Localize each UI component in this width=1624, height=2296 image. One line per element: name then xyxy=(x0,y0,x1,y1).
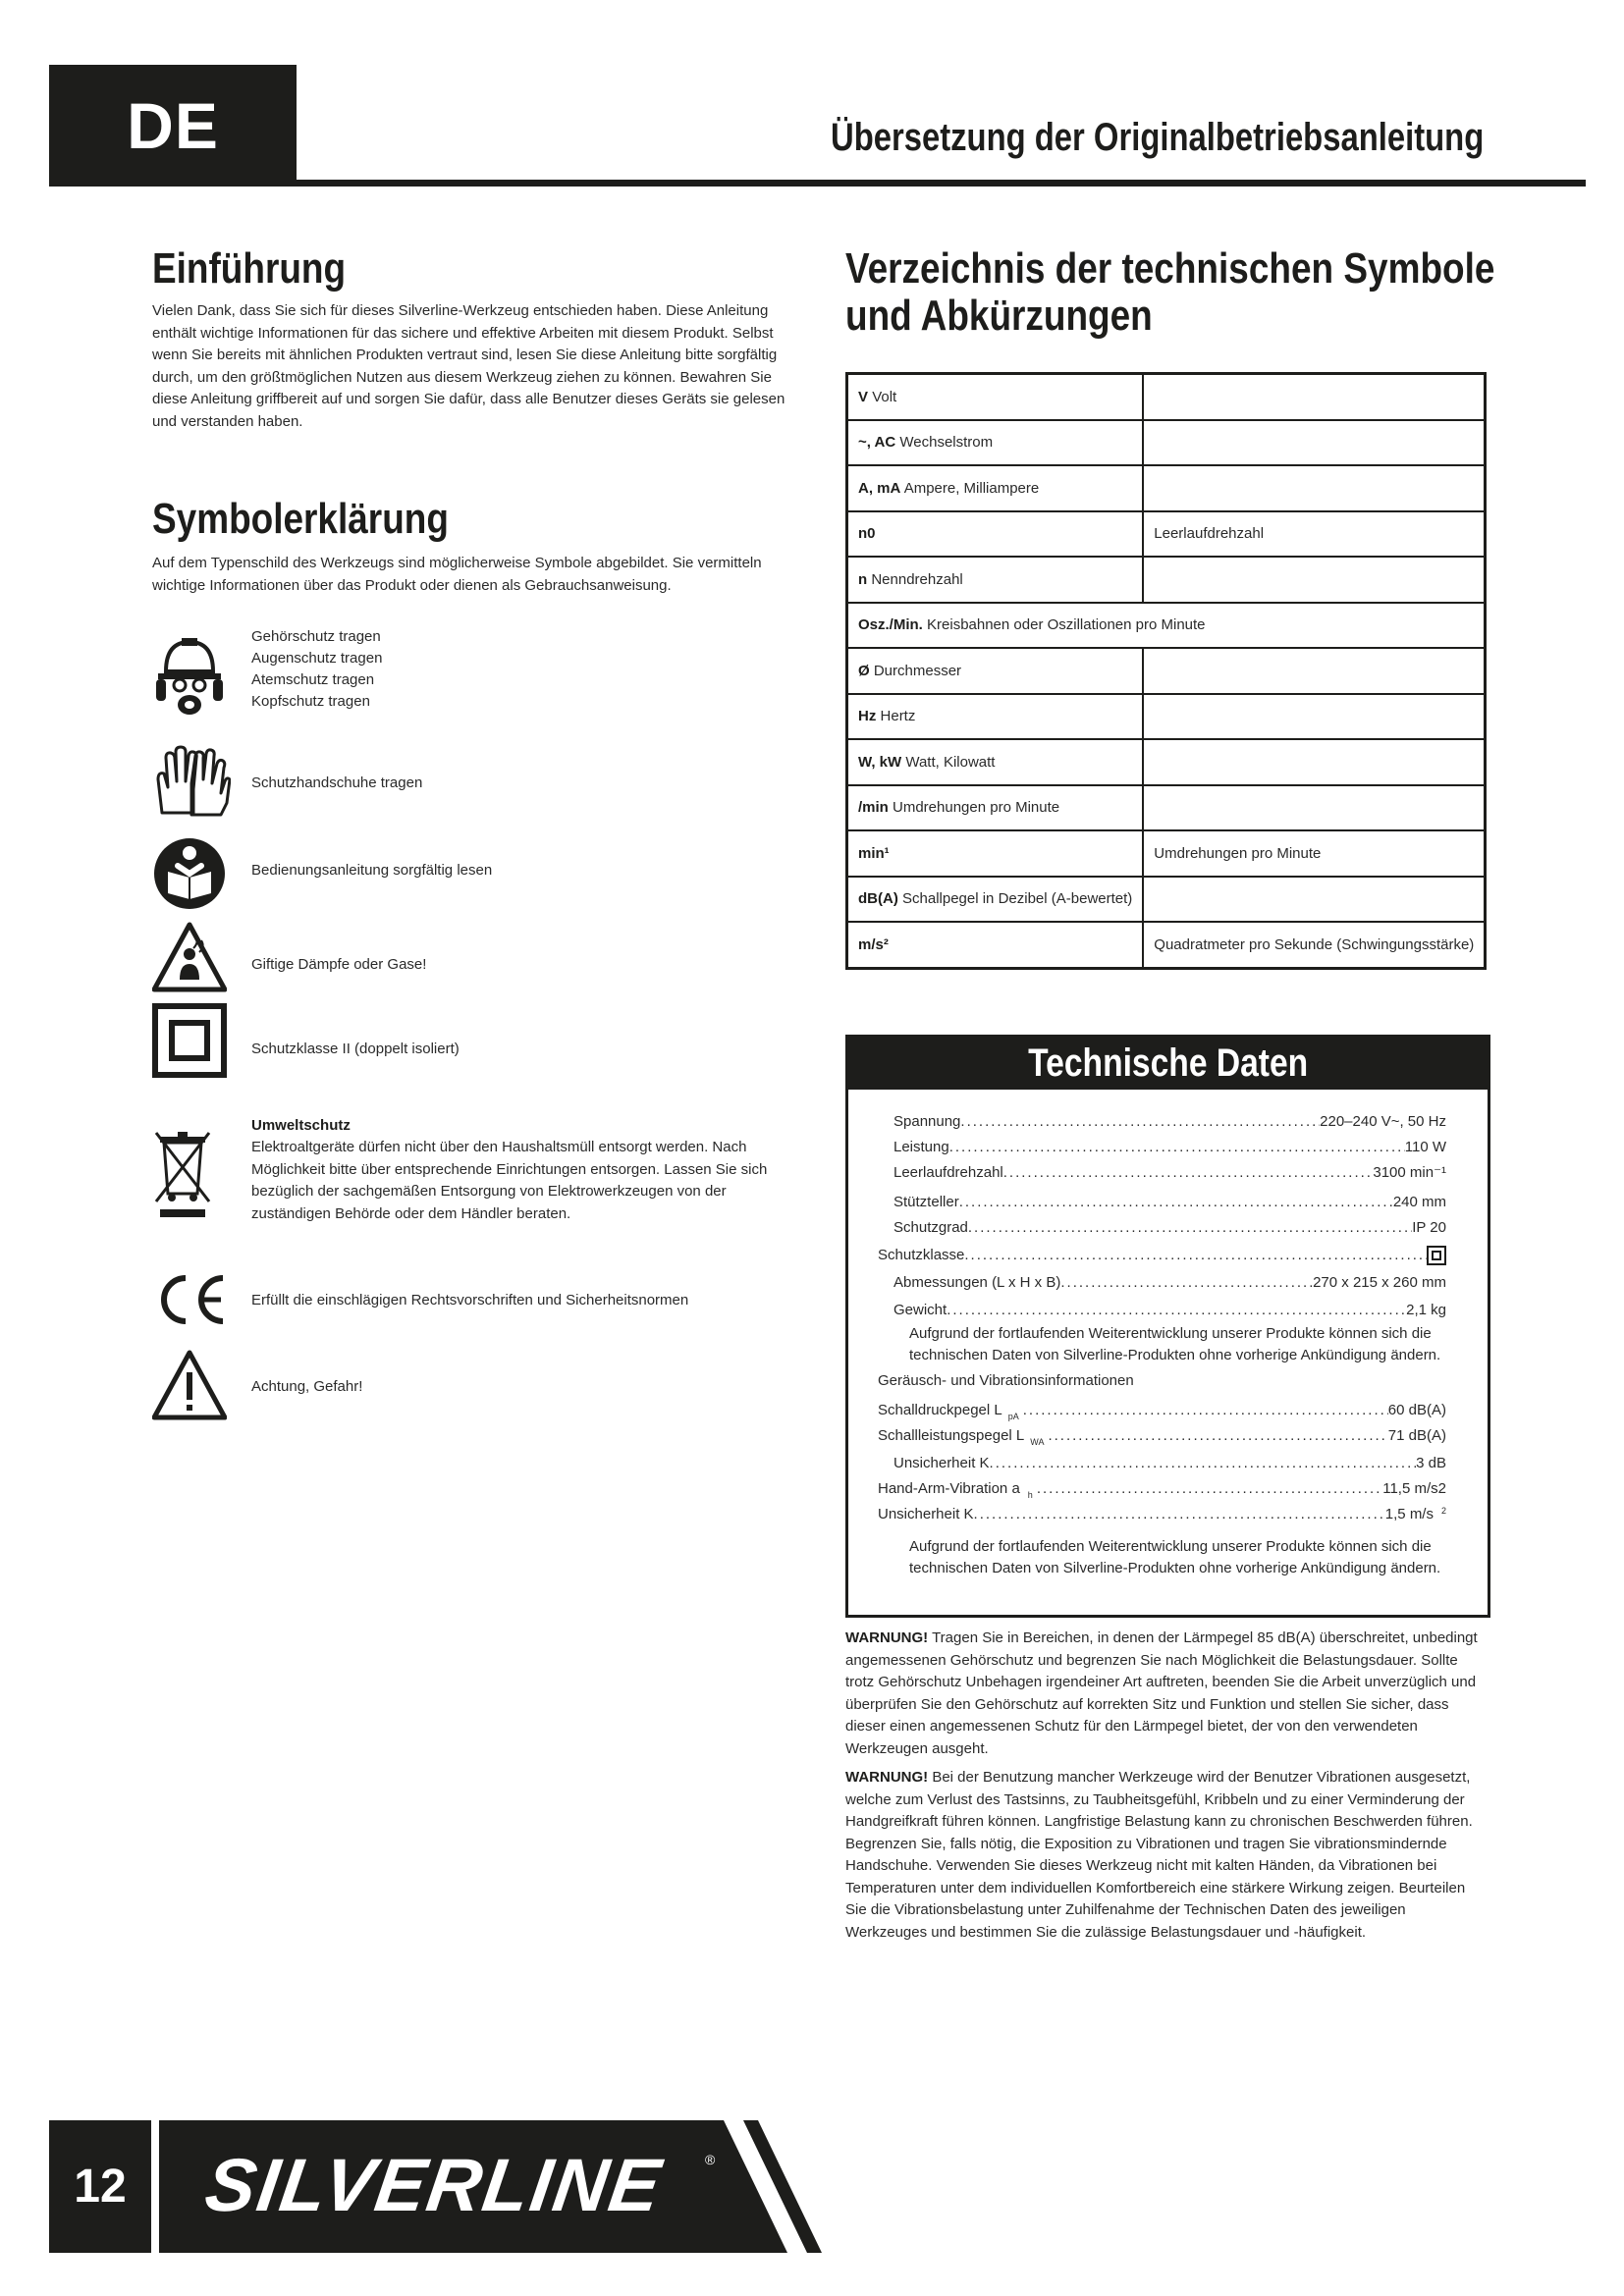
table-row: /min Umdrehungen pro Minute xyxy=(847,785,1486,831)
spec-row: Leerlaufdrehzahl ..... 3100 min⁻¹ xyxy=(893,1163,1446,1183)
symbol-row-danger xyxy=(152,1349,800,1423)
symbol-row-ce xyxy=(152,1266,800,1341)
tech-note: Aufgrund der fortlaufenden Weiterentwicklung unserer Produkte können sich die technischen Daten von Silverline-Produkten ohne vorherige Ankündigung ändern. xyxy=(909,1325,1441,1363)
page-number: 12 xyxy=(49,2120,151,2253)
symbols-heading: Symbolerklärung xyxy=(152,495,449,543)
header-divider xyxy=(49,180,1586,187)
weee-text: Elektroaltgeräte dürfen nicht über den Haushaltsmüll entsorgt werden. Nach Möglichkeit bitte über entsprechende Einrichtungen entsorgen. Lassen Sie sich bezüglich der sachgemäßen Entsorgung von Elektrowerkzeugen von der zuständigen Behörde oder dem Händler beraten. xyxy=(251,1139,768,1222)
manual-label: Bedienungsanleitung sorgfältig lesen xyxy=(251,862,493,879)
table-row: W, kW Watt, Kilowatt xyxy=(847,739,1486,785)
spec-row: Stützteller ..... 240 mm xyxy=(893,1193,1446,1212)
symbol-row-ppe xyxy=(152,626,800,724)
language-code: DE xyxy=(127,89,219,162)
ppe-breath: Atemschutz tragen xyxy=(251,671,375,688)
spec-row: Schutzgrad ..... IP 20 xyxy=(893,1218,1446,1238)
spec-row: Leistung ..... 110 W xyxy=(893,1138,1446,1157)
spec-row: Schalldruckpegel L pA ..... 60 dB(A) xyxy=(878,1401,1446,1426)
tech-data-box xyxy=(845,1035,1490,1618)
symbol-row-gloves xyxy=(152,744,800,823)
class-ii-icon xyxy=(152,1003,227,1078)
abbr-heading-2: und Abkürzungen xyxy=(845,292,1153,340)
spec-row: Hand-Arm-Vibration a h ..... 11,5 m/s2 xyxy=(878,1479,1446,1505)
spec-row: Schutzklasse ..... xyxy=(878,1246,1446,1265)
page-title: Übersetzung der Originalbetriebsanleitung xyxy=(830,116,1484,159)
symbol-row-fumes xyxy=(152,921,800,995)
noise-heading: Geräusch- und Vibrationsinformationen xyxy=(878,1372,1134,1389)
table-row: min¹ Umdrehungen pro Minute xyxy=(847,830,1486,877)
gloves-label: Schutzhandschuhe tragen xyxy=(251,774,423,791)
spec-row: Schallleistungspegel L WA ..... 71 dB(A) xyxy=(878,1426,1446,1452)
spec-row: Gewicht ..... 2,1 kg xyxy=(893,1301,1446,1320)
symbol-row-manual xyxy=(152,836,800,911)
table-row: n0 Leerlaufdrehzahl xyxy=(847,511,1486,558)
symbol-row-class2 xyxy=(152,1003,800,1078)
table-row: ~, AC Wechselstrom xyxy=(847,420,1486,466)
spec-row: Spannung ..... 220–240 V~, 50 Hz xyxy=(893,1112,1446,1132)
safety-ppe-icon xyxy=(152,634,227,709)
danger-label: Achtung, Gefahr! xyxy=(251,1378,363,1395)
table-row: n Nenndrehzahl xyxy=(847,557,1486,603)
table-row: V Volt xyxy=(847,374,1486,420)
symbols-text: Auf dem Typenschild des Werkzeugs sind möglicherweise Symbole abgebildet. Sie vermitteln wichtige Informationen über das Produkt oder dienen als Gebrauchsanweisung. xyxy=(152,555,762,594)
ppe-head: Kopfschutz tragen xyxy=(251,693,370,710)
table-row: Osz./Min. Kreisbahnen oder Oszillationen pro Minute xyxy=(847,603,1486,649)
spec-row: Abmessungen (L x H x B) ..... 270 x 215 x 260 mm xyxy=(893,1273,1446,1293)
ce-mark-icon xyxy=(152,1270,231,1329)
abbr-section xyxy=(845,245,1513,340)
warning-noise: WARNUNG! Tragen Sie in Bereichen, in denen der Lärmpegel 85 dB(A) überschreitet, unbedingt angemessenen Gehörschutz und begrenzen Sie nach Möglichkeit die Belastungsdauer. Sollte trotz Gehörschutz Unbehagen irgendeiner Art auftreten, beenden Sie die Arbeit unverzüglich und überprüfen Sie den Gehörschutz auf korrekten Sitz und Funktion und stellen Sie sicher, dass dieser einen angemessenen Schutz für den Lärmpegel bietet, der von den verwendeten Werkzeugen ausgeht. xyxy=(845,1629,1478,1757)
ce-label: Erfüllt die einschlägigen Rechtsvorschriften und Sicherheitsnormen xyxy=(251,1292,689,1308)
warning-vibration: WARNUNG! Bei der Benutzung mancher Werkzeuge wird der Benutzer Vibrationen ausgesetzt, welche zum Verlust des Tastsinns, zu Taubheitsgefühl, Kribbeln und zu einer Verminderung der Handgreifkraft führen können. Langfristige Belastung kann zu chronischen Beschwerden führen. Begrenzen Sie, falls nötig, die Exposition zu Vibrationen und tragen Sie vibrationsmindernde Handschuhe. Verwenden Sie dieses Werkzeug nicht mit kalten Händen, da Vibrationen bei Temperaturen unter dem individuellen Komfortbereich eine stärkere Wirkung zeigen. Beurteilen Sie die Vibrationsbelastung unter Zuhilfenahme der Technischen Daten des jeweiligen Werkzeuges und bestimmen Sie die zulässige Belastungsdauer und -häufigkeit. xyxy=(845,1769,1473,1941)
tech-data-heading: Technische Daten xyxy=(848,1038,1488,1090)
symbols-section xyxy=(152,496,800,597)
ppe-eye: Augenschutz tragen xyxy=(251,650,383,667)
intro-heading: Einführung xyxy=(152,244,347,293)
weee-title: Umweltschutz xyxy=(251,1117,351,1134)
table-row: dB(A) Schallpegel in Dezibel (A-bewertet) xyxy=(847,877,1486,923)
symbol-row-weee xyxy=(152,1115,800,1233)
read-manual-icon xyxy=(152,836,227,911)
silverline-logo: SILVERLINE xyxy=(200,2144,668,2227)
tech-note: Aufgrund der fortlaufenden Weiterentwicklung unserer Produkte können sich die technischen Daten von Silverline-Produkten ohne vorherige Ankündigung ändern. xyxy=(909,1538,1441,1576)
toxic-fumes-icon xyxy=(152,921,227,995)
intro-section xyxy=(152,245,800,433)
spec-row: Unsicherheit K ..... 1,5 m/s 2 xyxy=(878,1505,1446,1524)
table-row: Hz Hertz xyxy=(847,694,1486,740)
registered-mark: ® xyxy=(705,2152,716,2167)
spec-row: Unsicherheit K ..... 3 dB xyxy=(893,1454,1446,1473)
weee-bin-icon xyxy=(152,1129,213,1203)
intro-text: Vielen Dank, dass Sie sich für dieses Silverline-Werkzeug entschieden haben. Diese Anleitung enthält wichtige Informationen für das sichere und effektive Arbeiten mit diesem Produkt. Selbst wenn Sie bereits mit ähnlichen Produkten vertraut sind, lesen Sie diese Anleitung bitte sorgfältig durch, um den größtmöglichen Nutzen aus diesem Werkzeug ziehen zu können. Bewahren Sie diese Anleitung griffbereit auf und sorgen Sie dafür, dass alle Benutzer dieses Geräts sie gelesen und verstanden haben. xyxy=(152,302,785,430)
fumes-label: Giftige Dämpfe oder Gase! xyxy=(251,956,427,973)
ppe-ear: Gehörschutz tragen xyxy=(251,628,381,645)
abbr-heading-1: Verzeichnis der technischen Symbole xyxy=(845,244,1495,293)
gloves-icon xyxy=(152,744,227,819)
table-row: m/s² Quadratmeter pro Sekunde (Schwingungsstärke) xyxy=(847,922,1486,968)
warning-triangle-icon xyxy=(152,1349,227,1423)
table-row: Ø Durchmesser xyxy=(847,648,1486,694)
class-ii-small-icon xyxy=(1427,1246,1446,1265)
table-row: A, mA Ampere, Milliampere xyxy=(847,465,1486,511)
abbreviation-table xyxy=(845,372,1487,970)
class2-label: Schutzklasse II (doppelt isoliert) xyxy=(251,1041,460,1057)
